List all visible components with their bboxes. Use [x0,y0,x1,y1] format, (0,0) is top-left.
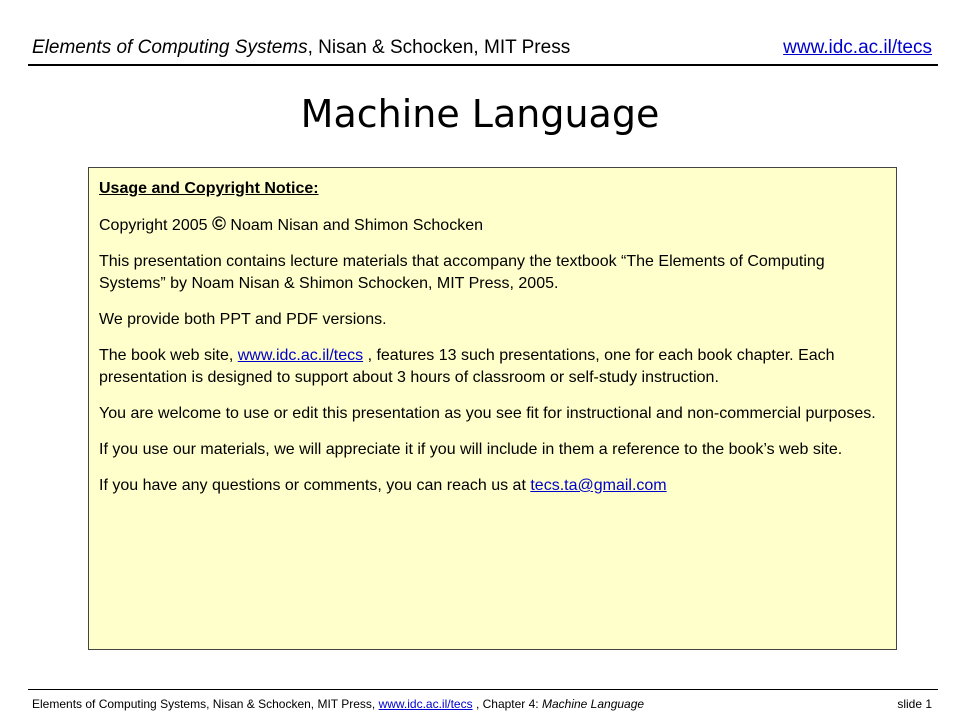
footer-chapter-title: Machine Language [541,697,645,711]
slide-footer [32,695,932,713]
header-book-credit [32,34,570,62]
footer-divider [28,689,938,690]
notice-heading: Usage and Copyright Notice: [99,180,319,197]
header-url-link[interactable]: www.idc.ac.il/tecs [783,37,932,58]
slide-title: Machine Language [300,92,660,136]
notice-paragraph-reference: If you use our materials, we will appreciate it if you will include in them a reference to the book’s web site. [99,441,843,458]
notice-paragraph-textbook: This presentation contains lecture materials that accompany the textbook “The Elements of Computing Systems” by Noam Nisan & Shimon Schocken, MIT Press, 2005. [99,253,825,292]
contact-text: If you have any questions or comments, you can reach us at [99,477,531,494]
copyright-prefix: Copyright 2005 [99,217,212,234]
book-website-link[interactable]: www.idc.ac.il/tecs [237,347,364,364]
notice-paragraph-website [99,345,887,389]
contact-email-link[interactable]: tecs.ta@gmail.com [530,477,667,494]
slide-header [32,34,932,62]
footer-url-link[interactable]: www.idc.ac.il/tecs [378,697,473,711]
footer-prefix: Elements of Computing Systems, Nisan & Schocken, MIT Press, [32,697,379,711]
slide-number: slide 1 [897,697,932,711]
header-divider [28,64,938,66]
footer-chapter-label: , Chapter 4: [472,697,542,711]
copyright-line [99,214,887,237]
copyright-notice-box [88,167,897,650]
website-text-suffix: , features 13 such presentations, one for each book chapter. Each presentation is designed to support about 3 hours of classroom or self-study instruction. [99,347,835,386]
footer-credit [32,695,644,713]
notice-paragraph-contact [99,475,887,497]
website-text-prefix: The book web site, [99,347,238,364]
notice-paragraph-versions: We provide both PPT and PDF versions. [99,311,387,328]
copyright-holders: Noam Nisan and Shimon Schocken [225,217,483,234]
copyright-symbol-icon: © [211,214,226,235]
header-book-title: Elements of Computing Systems [32,37,308,58]
header-authors: , Nisan & Schocken, MIT Press [307,37,571,58]
notice-paragraph-usage: You are welcome to use or edit this presentation as you see fit for instructional and non-commercial purposes. [99,405,876,422]
